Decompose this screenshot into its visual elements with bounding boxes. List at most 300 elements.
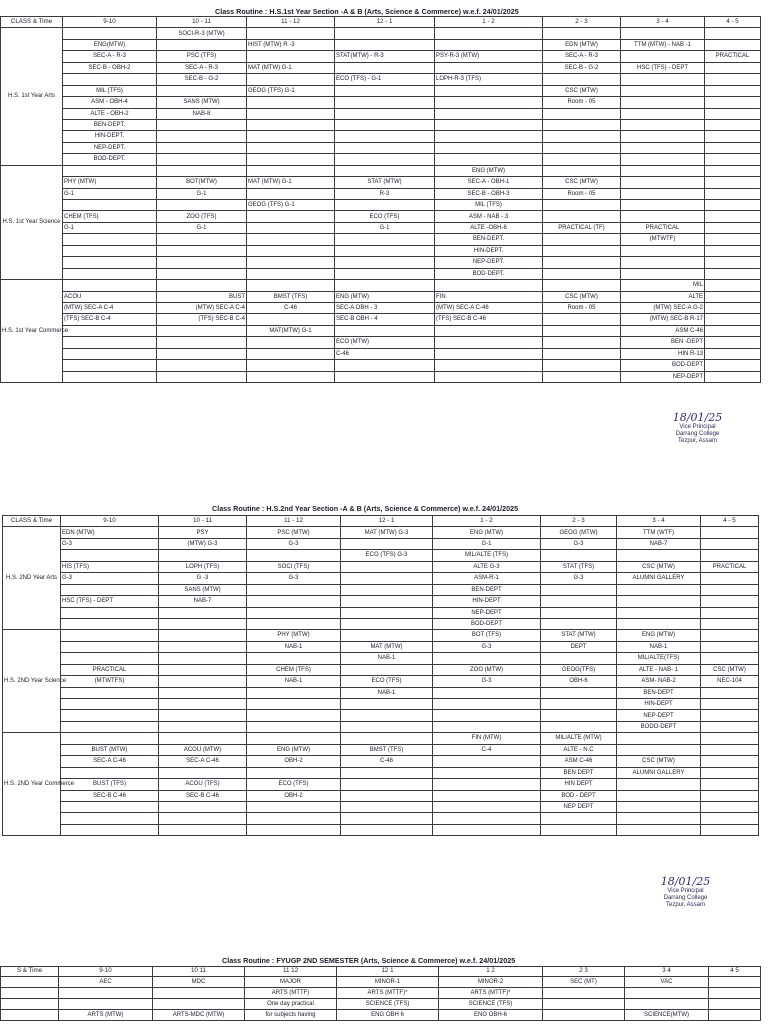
table-cell <box>157 280 247 291</box>
table-cell <box>705 337 761 348</box>
table-cell <box>705 142 761 153</box>
table-cell <box>701 790 759 801</box>
table-cell <box>159 630 247 641</box>
table-cell: G-3 <box>247 573 341 584</box>
table-cell: ARTS (MTW) <box>59 1010 153 1021</box>
table-cell <box>701 733 759 744</box>
table-cell <box>435 119 543 130</box>
table-cell <box>247 245 335 256</box>
table-cell <box>247 222 335 233</box>
routine-title: Class Routine : FYUGP 2ND SEMESTER (Arts, Science & Commerce) w.e.f. 24/01/2025 <box>222 956 516 965</box>
class-time-header: S & Time <box>1 967 59 977</box>
table-cell: ACOU (TFS) <box>159 779 247 790</box>
table-cell <box>247 337 335 348</box>
table-cell: ENG (MTW) <box>435 165 543 176</box>
table-row <box>1 222 761 233</box>
table-cell: G-3 <box>247 538 341 549</box>
table-cell: CSC (MTW) <box>617 756 701 767</box>
table-cell: GEOG (MTW) <box>541 527 617 538</box>
header-row <box>3 516 759 527</box>
table-cell <box>705 268 761 279</box>
period-header: 1 2 <box>439 967 543 977</box>
table-cell: ALTE - NAB- 1 <box>617 664 701 675</box>
table-cell: SEC-B - OBH-2 <box>63 62 157 73</box>
table-cell <box>705 200 761 211</box>
table-cell <box>247 211 335 222</box>
table-cell <box>63 371 157 382</box>
table-row <box>1 325 761 336</box>
table-cell: NEP-DEPT <box>621 371 705 382</box>
table-cell: SCIENCE(MTW) <box>625 1010 709 1021</box>
table-cell <box>621 74 705 85</box>
table-cell <box>157 142 247 153</box>
table-cell: ASM - OBH-4 <box>63 97 157 108</box>
table-cell <box>435 108 543 119</box>
table-cell <box>341 813 433 824</box>
table-row <box>1 188 761 199</box>
table-cell: G-1 <box>157 188 247 199</box>
class-label: H.S. 1st Year Commerce <box>1 280 63 383</box>
table-cell: SEC-B - G-2 <box>543 62 621 73</box>
table-cell: ENG (MTW) <box>247 744 341 755</box>
table-row <box>3 733 759 744</box>
table-cell: BOD-DEPT <box>621 360 705 371</box>
table-cell <box>341 584 433 595</box>
table-cell <box>247 360 335 371</box>
period-header: 10 11 <box>153 967 245 977</box>
table-row <box>1 360 761 371</box>
table-row <box>1 211 761 222</box>
table-cell <box>621 188 705 199</box>
table-cell <box>543 234 621 245</box>
table-cell: PHY (MTW) <box>247 630 341 641</box>
table-cell <box>1 1010 59 1021</box>
table-cell: G-3 <box>433 641 541 652</box>
table-cell <box>433 813 541 824</box>
table-cell: ALTE G-3 <box>433 561 541 572</box>
table-cell <box>705 28 761 39</box>
table-cell: HSC (TFS) - DEPT <box>621 62 705 73</box>
table-cell: C-46 <box>247 302 335 313</box>
period-header: 4 - 5 <box>701 516 759 527</box>
table-cell: SEC-B - OBH-3 <box>435 188 543 199</box>
table-cell <box>435 62 543 73</box>
table-cell <box>157 200 247 211</box>
period-header: 2 - 3 <box>543 17 621 28</box>
table-cell: HIN-DEPT. <box>63 131 157 142</box>
table-row <box>1 39 761 50</box>
table-cell <box>543 268 621 279</box>
table-cell: ECO (TFS) - G-1 <box>335 74 435 85</box>
table-cell: NAB-1 <box>341 687 433 698</box>
table-cell: MIL/ALTE(TFS) <box>617 653 701 664</box>
table-cell <box>617 596 701 607</box>
table-cell <box>61 607 159 618</box>
table-cell <box>335 325 435 336</box>
period-header: 11 - 12 <box>247 17 335 28</box>
table-cell <box>433 790 541 801</box>
table-cell: (MTW) SEC-A C-46 <box>435 302 543 313</box>
table-cell: ASM- NAB-2 <box>617 676 701 687</box>
class-time-header: CLASS & Time <box>1 17 63 28</box>
table-cell: (MTWTF) <box>621 234 705 245</box>
period-header: 12 1 <box>337 967 439 977</box>
period-header: 9-10 <box>63 17 157 28</box>
table-cell <box>543 108 621 119</box>
table-cell: BOD - DEPT <box>541 790 617 801</box>
table-cell <box>247 280 335 291</box>
table-cell <box>341 618 433 629</box>
table-row <box>3 687 759 698</box>
table-cell <box>341 824 433 835</box>
table-cell: BMST (TFS) <box>341 744 433 755</box>
table-cell <box>433 721 541 732</box>
table-cell <box>433 653 541 664</box>
table-cell <box>341 561 433 572</box>
table-cell <box>617 550 701 561</box>
table-row <box>1 1010 761 1021</box>
table-cell <box>247 687 341 698</box>
table-cell <box>247 119 335 130</box>
table-row <box>1 280 761 291</box>
table-cell: (MTW) G-3 <box>159 538 247 549</box>
table-cell <box>433 801 541 812</box>
table-cell <box>433 779 541 790</box>
table-cell <box>61 710 159 721</box>
table-cell <box>435 325 543 336</box>
period-header: 12 - 1 <box>335 17 435 28</box>
table-cell <box>709 999 761 1010</box>
table-row <box>3 767 759 778</box>
table-row <box>3 584 759 595</box>
table-row <box>3 607 759 618</box>
table-row <box>3 710 759 721</box>
table-cell: ASM C-46 <box>541 756 617 767</box>
table-cell <box>153 999 245 1010</box>
table-cell <box>543 999 625 1010</box>
table-cell <box>335 268 435 279</box>
table-cell <box>701 653 759 664</box>
table-cell <box>159 653 247 664</box>
table-cell <box>341 801 433 812</box>
table-cell: OBH-2 <box>247 756 341 767</box>
table-cell <box>543 280 621 291</box>
signature-place: Tezpur, Assam <box>665 901 706 908</box>
table-cell: MDC <box>153 977 245 988</box>
table-cell <box>159 641 247 652</box>
table-cell <box>157 39 247 50</box>
table-cell: NAB-7 <box>159 596 247 607</box>
table-cell <box>433 710 541 721</box>
table-cell: HIST (MTW) R -3 <box>247 39 335 50</box>
table-cell <box>541 699 617 710</box>
table-row <box>3 550 759 561</box>
table-cell: ENG OBH-6 <box>439 1010 543 1021</box>
table-cell <box>625 999 709 1010</box>
table-cell <box>617 584 701 595</box>
table-row <box>1 177 761 188</box>
header-row <box>1 967 761 977</box>
table-cell <box>247 699 341 710</box>
table-row <box>1 108 761 119</box>
table-cell: STAT(MTW) - R-3 <box>335 51 435 62</box>
table-cell <box>63 200 157 211</box>
table-cell: SEC-B - G-2 <box>157 74 247 85</box>
table-cell <box>701 596 759 607</box>
table-cell <box>433 767 541 778</box>
table-cell <box>341 721 433 732</box>
table-cell <box>705 85 761 96</box>
table-cell <box>621 268 705 279</box>
table-cell <box>157 257 247 268</box>
table-cell: One day practical <box>245 999 337 1010</box>
table-cell <box>701 721 759 732</box>
table-cell <box>63 257 157 268</box>
signature-college: Darrang College <box>663 895 708 902</box>
table-cell: (MTW) SEC-A C-4 <box>63 302 157 313</box>
table-cell: ASM C-46 <box>621 325 705 336</box>
table-cell: SCIENCE (TFS) <box>439 999 543 1010</box>
table-cell <box>159 801 247 812</box>
table-cell <box>341 779 433 790</box>
table-cell: BOD-DEPT <box>433 618 541 629</box>
table-cell <box>617 618 701 629</box>
table-cell <box>435 97 543 108</box>
table-cell: PSY-R-3 (MTW) <box>435 51 543 62</box>
table-cell <box>159 767 247 778</box>
table-row <box>3 596 759 607</box>
table-row <box>3 527 759 538</box>
table-row <box>3 538 759 549</box>
table-cell: NEC-104 <box>701 676 759 687</box>
table-cell <box>701 607 759 618</box>
table-cell <box>543 325 621 336</box>
table-cell <box>701 550 759 561</box>
table-cell <box>541 607 617 618</box>
period-header: 2 3 <box>543 967 625 977</box>
table-cell <box>621 245 705 256</box>
table-cell: SEC-A - R-3 <box>63 51 157 62</box>
table-cell: MAT (MTW) G-1 <box>247 177 335 188</box>
table-row <box>1 977 761 988</box>
table-cell: SEC-B C-46 <box>159 790 247 801</box>
table-cell <box>61 824 159 835</box>
table-cell <box>61 767 159 778</box>
table-cell <box>541 687 617 698</box>
table-cell <box>247 268 335 279</box>
table-row <box>1 200 761 211</box>
table-cell <box>157 268 247 279</box>
table-cell <box>433 699 541 710</box>
table-cell <box>247 801 341 812</box>
table-cell: LOPH (TFS) <box>159 561 247 572</box>
table-cell: BOD-DEPT. <box>435 268 543 279</box>
table-cell <box>247 721 341 732</box>
table-cell <box>709 1010 761 1021</box>
table-cell: Room - 05 <box>543 188 621 199</box>
table-cell <box>701 687 759 698</box>
table-cell <box>61 618 159 629</box>
table-row <box>3 699 759 710</box>
table-cell: ALTE - N.C <box>541 744 617 755</box>
table-cell: for subjects having <box>245 1010 337 1021</box>
table-cell: PSC (MTW) <box>247 527 341 538</box>
table-cell <box>435 142 543 153</box>
table-cell <box>705 177 761 188</box>
class-label: H.S. 2ND Year Science <box>3 630 61 733</box>
table-cell: SEC-A C-46 <box>61 756 159 767</box>
table-cell: Room - 05 <box>543 97 621 108</box>
table-cell <box>157 245 247 256</box>
routine-table <box>0 16 761 383</box>
table-row <box>1 234 761 245</box>
table-cell <box>701 824 759 835</box>
table-cell <box>63 325 157 336</box>
table-row <box>1 165 761 176</box>
routine-table <box>0 966 761 1021</box>
table-cell <box>705 154 761 165</box>
table-row <box>1 28 761 39</box>
table-cell <box>543 988 625 999</box>
table-cell: HIN-DEPT. <box>435 245 543 256</box>
table-cell <box>341 733 433 744</box>
table-cell <box>59 999 153 1010</box>
signature-role: Vice Principal <box>679 424 716 431</box>
table-cell <box>247 653 341 664</box>
table-cell: C-4 <box>433 744 541 755</box>
table-row <box>1 154 761 165</box>
table-cell: HIN DEPT <box>541 779 617 790</box>
table-cell <box>157 337 247 348</box>
table-cell <box>541 824 617 835</box>
period-header: 9-10 <box>59 967 153 977</box>
table-row <box>3 721 759 732</box>
table-cell <box>247 51 335 62</box>
table-cell <box>335 39 435 50</box>
table-cell <box>61 801 159 812</box>
table-cell <box>621 51 705 62</box>
table-cell <box>705 131 761 142</box>
table-cell: G-3 <box>541 538 617 549</box>
table-cell <box>435 337 543 348</box>
table-cell <box>705 97 761 108</box>
table-cell <box>341 664 433 675</box>
table-row <box>1 371 761 382</box>
table-cell <box>621 28 705 39</box>
table-cell <box>341 710 433 721</box>
table-cell <box>63 165 157 176</box>
table-cell <box>621 108 705 119</box>
table-cell: (MTW) SEC-A G-2 <box>621 302 705 313</box>
table-cell <box>247 28 335 39</box>
signature-college: Darrang College <box>675 431 720 438</box>
table-cell <box>335 131 435 142</box>
table-cell: AEC <box>59 977 153 988</box>
table-row <box>1 119 761 130</box>
table-row <box>3 813 759 824</box>
table-cell: (TFS) SEC-B C-4 <box>63 314 157 325</box>
table-cell <box>541 721 617 732</box>
table-cell <box>705 74 761 85</box>
signature: 18/01/25 <box>660 875 711 888</box>
table-cell <box>701 538 759 549</box>
table-cell <box>701 710 759 721</box>
table-cell <box>247 607 341 618</box>
table-cell: MAT (MTW) <box>341 641 433 652</box>
table-cell <box>543 314 621 325</box>
table-cell: STAT (MTW) <box>541 630 617 641</box>
table-cell <box>435 85 543 96</box>
table-cell: C-46 <box>341 756 433 767</box>
table-cell <box>541 584 617 595</box>
table-cell <box>159 721 247 732</box>
table-cell: OBH-6 <box>541 676 617 687</box>
table-cell: MIL <box>621 280 705 291</box>
table-cell <box>159 676 247 687</box>
table-cell <box>157 325 247 336</box>
table-cell <box>157 119 247 130</box>
table-row <box>1 245 761 256</box>
table-row <box>1 257 761 268</box>
table-cell <box>705 39 761 50</box>
table-cell: CSC (MTW) <box>617 561 701 572</box>
table-cell: SEC (MT) <box>543 977 625 988</box>
table-cell <box>617 779 701 790</box>
table-cell <box>543 165 621 176</box>
signature-role: Vice Principal <box>667 888 704 895</box>
table-cell: CSC (MTW) <box>701 664 759 675</box>
table-cell <box>247 550 341 561</box>
table-cell <box>153 988 245 999</box>
table-cell: BOT(MTW) <box>157 177 247 188</box>
table-row <box>3 779 759 790</box>
period-header: 11 12 <box>245 967 337 977</box>
table-cell <box>61 550 159 561</box>
table-cell: ALUMNI GALLERY <box>617 767 701 778</box>
table-cell <box>159 710 247 721</box>
table-cell <box>617 813 701 824</box>
table-row <box>3 824 759 835</box>
class-label: H.S. 2ND Year Arts <box>3 527 61 630</box>
table-row <box>3 790 759 801</box>
table-cell <box>617 744 701 755</box>
table-cell <box>157 360 247 371</box>
table-cell <box>543 1010 625 1021</box>
table-cell: SEC-B OBH - 4 <box>335 314 435 325</box>
table-cell: PSC (TFS) <box>157 51 247 62</box>
table-cell: HSC (TFS) - DEPT <box>61 596 159 607</box>
table-cell <box>435 28 543 39</box>
table-cell <box>1 988 59 999</box>
table-cell <box>621 177 705 188</box>
table-row <box>1 142 761 153</box>
table-cell <box>705 280 761 291</box>
table-cell <box>63 280 157 291</box>
table-cell: NAB-1 <box>341 653 433 664</box>
table-cell: EDN (MTW) <box>61 527 159 538</box>
table-cell <box>543 131 621 142</box>
table-cell: ECO (TFS) <box>341 676 433 687</box>
table-cell <box>61 584 159 595</box>
table-cell <box>705 302 761 313</box>
table-cell: ECO (TFS) <box>247 779 341 790</box>
table-cell <box>61 641 159 652</box>
table-cell: ZOO (TFS) <box>157 211 247 222</box>
period-header: 4 - 5 <box>705 17 761 28</box>
table-cell <box>625 988 709 999</box>
table-cell: SCIENCE (TFS) <box>337 999 439 1010</box>
table-cell <box>617 790 701 801</box>
